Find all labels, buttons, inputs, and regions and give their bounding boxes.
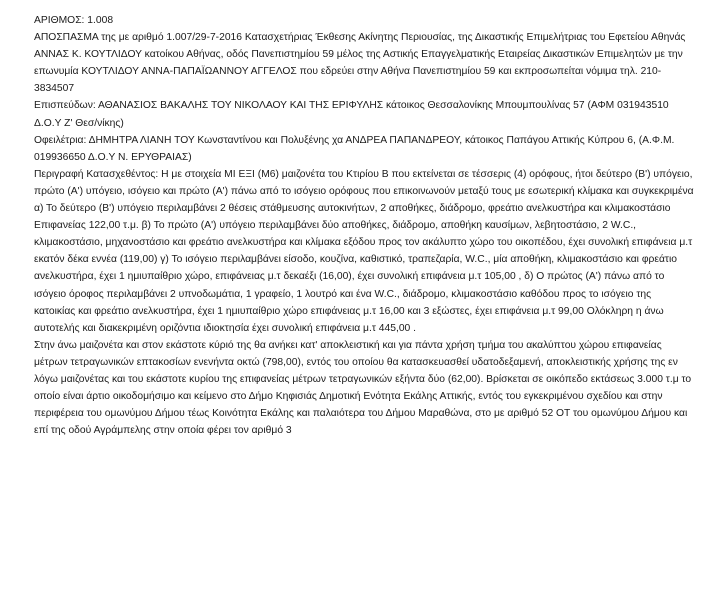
notice-number: ΑΡΙΘΜΟΣ: 1.008: [34, 15, 114, 26]
notice-creditor-paragraph: Επισπεύδων: ΑΘΑΝΑΣΙΟΣ ΒΑΚΑΛΗΣ ΤΟΥ ΝΙΚΟΛΑΟΥ ΚΑΙ ΤΗΣ ΕΡΙΦΥΛΗΣ κάτοικος Θεσσαλονίκης Μπουμπουλίνας 57 (ΑΦΜ 031943510 Δ.Ο.Υ Ζ' Θεσ/νίκης): [34, 100, 669, 129]
notice-plot-paragraph: Στην άνω μαιζονέτα και στον εκάστοτε κύριό της θα ανήκει κατ' αποκλειστική και για πάντα χρήση τμήμα του ακαλύπτου χώρου επιφανείας μέτρων τετραγωνικών επτακοσίων ενενήντα οκτώ (798,00), εντός του οποίου θα κατασκευασθεί υδατοδεξαμενή, αποκλειστικής χρήσης της εν λόγω μαιζονέτας και του εκάστοτε κυρίου της επιφανείας μέτρων τετραγωνικών εξήντα δύο (62,00). Βρίσκεται σε οικόπεδο εκτάσεως 3.000 τ.μ το οποίο είναι άρτιο οικοδομήσιμο και κείμενο στο Δήμο Κηφισιάς Δημοτική Ενότητα Εκάλης Αττικής, εντός του εγκεκριμένου σχεδίου και στην περιφέρεια του ομωνύμου Δήμου τέως Κοινότητα Εκάλης και παλαιότερα του Δήμου Μαραθώνα, στο με αριθμό 52 ΟΤ του ομωνύμου Δήμου και επί της οδού Αγράμπελης στην οποία φέρει τον αριθμό 3: [34, 339, 692, 437]
notice-extract-paragraph: ΑΠΟΣΠΑΣΜΑ της με αριθμό 1.007/29-7-2016 Κατασχετήριας Έκθεσης Ακίνητης Περιουσίας, της Δικαστικής Επιμελήτριας του Εφετείου Αθηνάς ΑΝΝΑΣ Κ. ΚΟΥΤΛΙΔΟΥ κατοίκου Αθήνας, οδός Πανεπιστημίου 59 μέλος της Αστικής Επαγγελματικής Εταιρείας Δικαστικών Επιμελητών με την επωνυμία ΚΟΥΤΛΙΔΟΥ ΑΝΝΑ-ΠΑΠΑΪΩΑΝΝΟΥ ΑΓΓΕΛΟΣ που εδρεύει στην Αθήνα Πανεπιστημίου 59 και εκπροσωπείται νόμιμα τηλ. 210-3834507: [34, 32, 686, 95]
notice-description-paragraph: Περιγραφή Κατασχεθέντος: Η με στοιχεία ΜΙ ΕΞΙ (Μ6) μαιζονέτα του Κτιρίου Β που εκτείνεται σε τέσσερις (4) ορόφους, ήτοι δεύτερο (Β') υπόγειο, πρώτο (Α') υπόγειο, ισόγειο και πρώτο (Α') πάνω από το ισόγειο ορόφους που επικοινωνούν μεταξύ τους με εσωτερική κλίμακα και συγκεκριμένα: [34, 168, 694, 197]
notice-floors-paragraph: α) Το δεύτερο (Β') υπόγειο περιλαμβάνει 2 θέσεις στάθμευσης αυτοκινήτων, 2 αποθήκες, διάδρομο, φρεάτιο ανελκυστήρα και κλιμακοστάσιο Επιφανείας 122,00 τ.μ. β) Το πρώτο (Α') υπόγειο περιλαμβάνει δύο αποθήκες, διάδρομο, αποθήκη καυσίμων, λεβητοστάσιο, 2 W.C., κλιμακοστάσιο, μηχανοστάσιο και φρεάτιο ανελκυστήρα και κλίμακα εξόδου προς τον ακάλυπτο χώρο του οικοπέδου, έχει συνολική επιφάνεια μ.τ εκατόν δέκα εννέα (119,00) γ) Το ισόγειο περιλαμβάνει είσοδο, κουζίνα, καθιστικό, τραπεζαρία, W.C., μία αποθήκη, κλιμακοστάσιο και φρεάτιο ανελκυστήρα, έχει 1 ημιυπαίθριο χώρο, επιφάνειας μ.τ δεκαέξι (16,00), έχει συνολική επιφάνεια μ.τ 105,00 , δ) Ο πρώτος (Α') πάνω από το ισόγειο όροφος περιλαμβάνει 2 υπνοδωμάτια, 1 γραφείο, 1 λουτρό και ένα W.C., διάδρομο, κλιμακοστάσιο καθόδου προς το ισόγειο της κατοικίας και φρεάτιο ανελκυστήρα, έχει 1 ημιυπαίθριο χώρο επιφάνειας μ.τ 16,00 και 3 εξώστες, έχει επιφάνεια μ.τ 99,00 Ολόκληρη η άνω αυτοτελής και διακεκριμένη οριζόντια ιδιοκτησία έχει συνολική επιφάνεια μ.τ 445,00 .: [34, 203, 693, 334]
notice-debtor-paragraph: Οφειλέτρια: ΔΗΜΗΤΡΑ ΛΙΑΝΗ ΤΟΥ Κωνσταντίνου και Πολυξένης χα ΑΝΔΡΕΑ ΠΑΠΑΝΔΡΕΟΥ, κάτοικος Παπάγου Αττικής Κύπρου 6, (Α.Φ.Μ. 019936650 Δ.Ο.Υ Ν. ΕΡΥΘΡΑΙΑΣ): [34, 134, 675, 163]
